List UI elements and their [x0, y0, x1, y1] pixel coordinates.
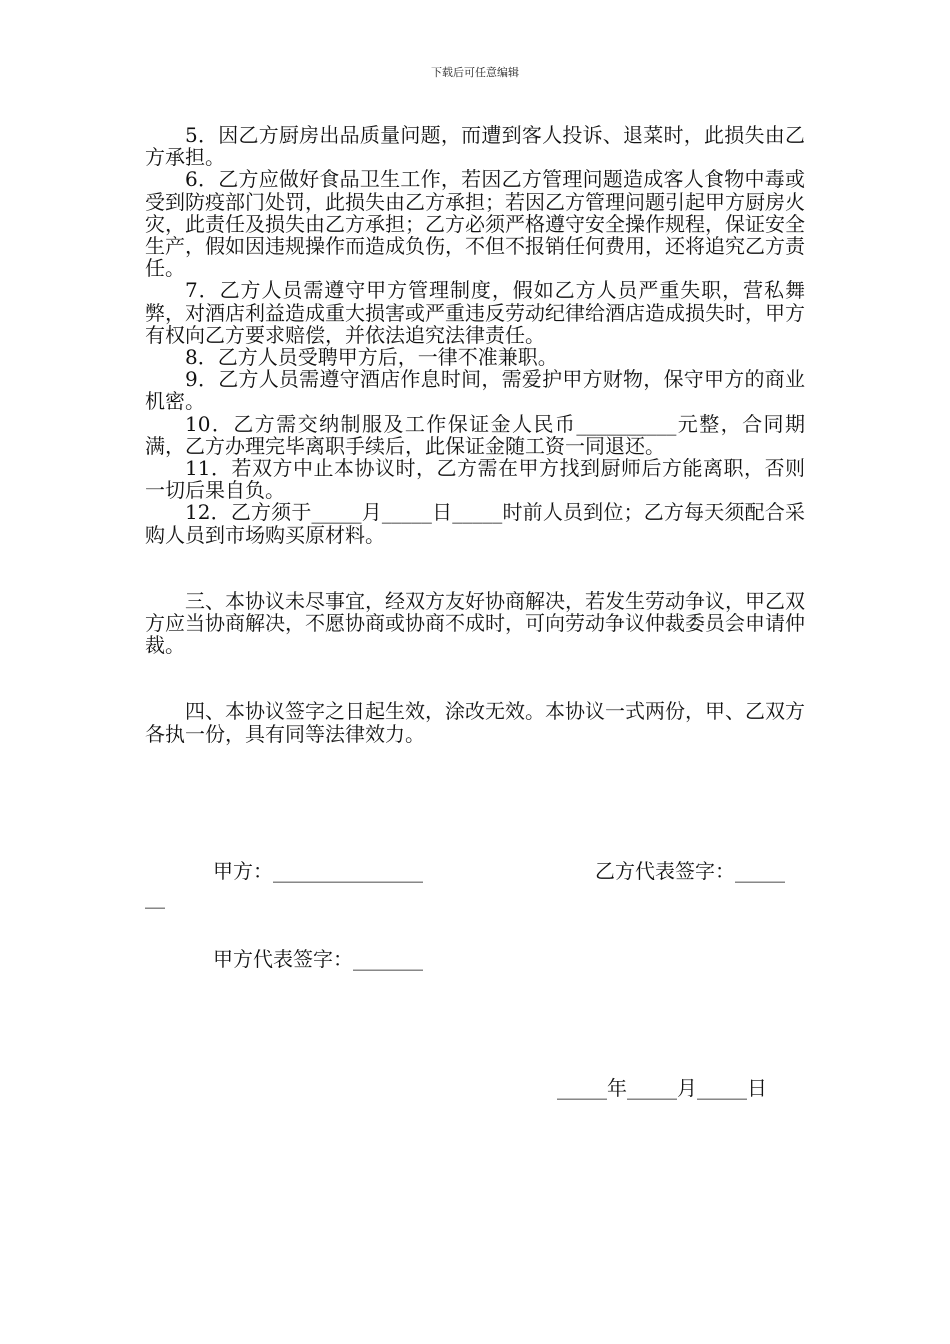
signing-date-line: _____年_____月_____日	[557, 1076, 767, 1100]
party-a-signature-line: 甲方：_______________	[213, 859, 423, 883]
clause-10: 10．乙方需交纳制服及工作保证金人民币__________元整，合同期满，乙方办理完毕离职手续后，此保证金随工资一同退还。	[145, 411, 805, 458]
party-b-rep-signature-continuation: __	[145, 885, 165, 909]
agreement-body	[145, 124, 805, 745]
clause-12: 12．乙方须于_____月_____日_____时前人员到位；乙方每天须配合采购人员到市场购买原材料。	[145, 500, 805, 547]
section-three: 三、本协议未尽事宜，经双方友好协商解决，若发生劳动争议，甲乙双方应当协商解决，不愿协商或协商不成时，可向劳动争议仲裁委员会申请仲裁。	[145, 588, 805, 658]
clause-9: 9．乙方人员需遵守酒店作息时间，需爱护甲方财物，保守甲方的商业机密。	[145, 367, 805, 414]
clause-11: 11．若双方中止本协议时，乙方需在甲方找到厨师后方能离职，否则一切后果自负。	[145, 456, 805, 503]
clause-5: 5．因乙方厨房出品质量问题，而遭到客人投诉、退菜时，此损失由乙方承担。	[145, 123, 805, 170]
clause-6: 6．乙方应做好食品卫生工作，若因乙方管理问题造成客人食物中毒或受到防疫部门处罚，此损失由乙方承担；若因乙方管理问题引起甲方厨房火灾，此责任及损失由乙方承担；乙方必须严格遵守安全操作规程，保证安全生产，假如因违规操作而造成负伤，不但不报销任何费用，还将追究乙方责任。	[145, 167, 805, 281]
party-a-rep-signature-line: 甲方代表签字：_______	[213, 947, 423, 971]
page-header: 下载后可任意编辑	[431, 66, 519, 79]
clause-8: 8．乙方人员受聘甲方后，一律不准兼职。	[185, 345, 558, 370]
clause-7: 7．乙方人员需遵守甲方管理制度，假如乙方人员严重失职，营私舞弊，对酒店利益造成重大损害或严重违反劳动纪律给酒店造成损失时，甲方有权向乙方要求赔偿，并依法追究法律责任。	[145, 278, 805, 347]
party-b-rep-signature-line: 乙方代表签字：_____	[595, 859, 785, 883]
section-four: 四、本协议签字之日起生效，涂改无效。本协议一式两份，甲、乙双方各执一份，具有同等法律效力。	[145, 699, 805, 746]
